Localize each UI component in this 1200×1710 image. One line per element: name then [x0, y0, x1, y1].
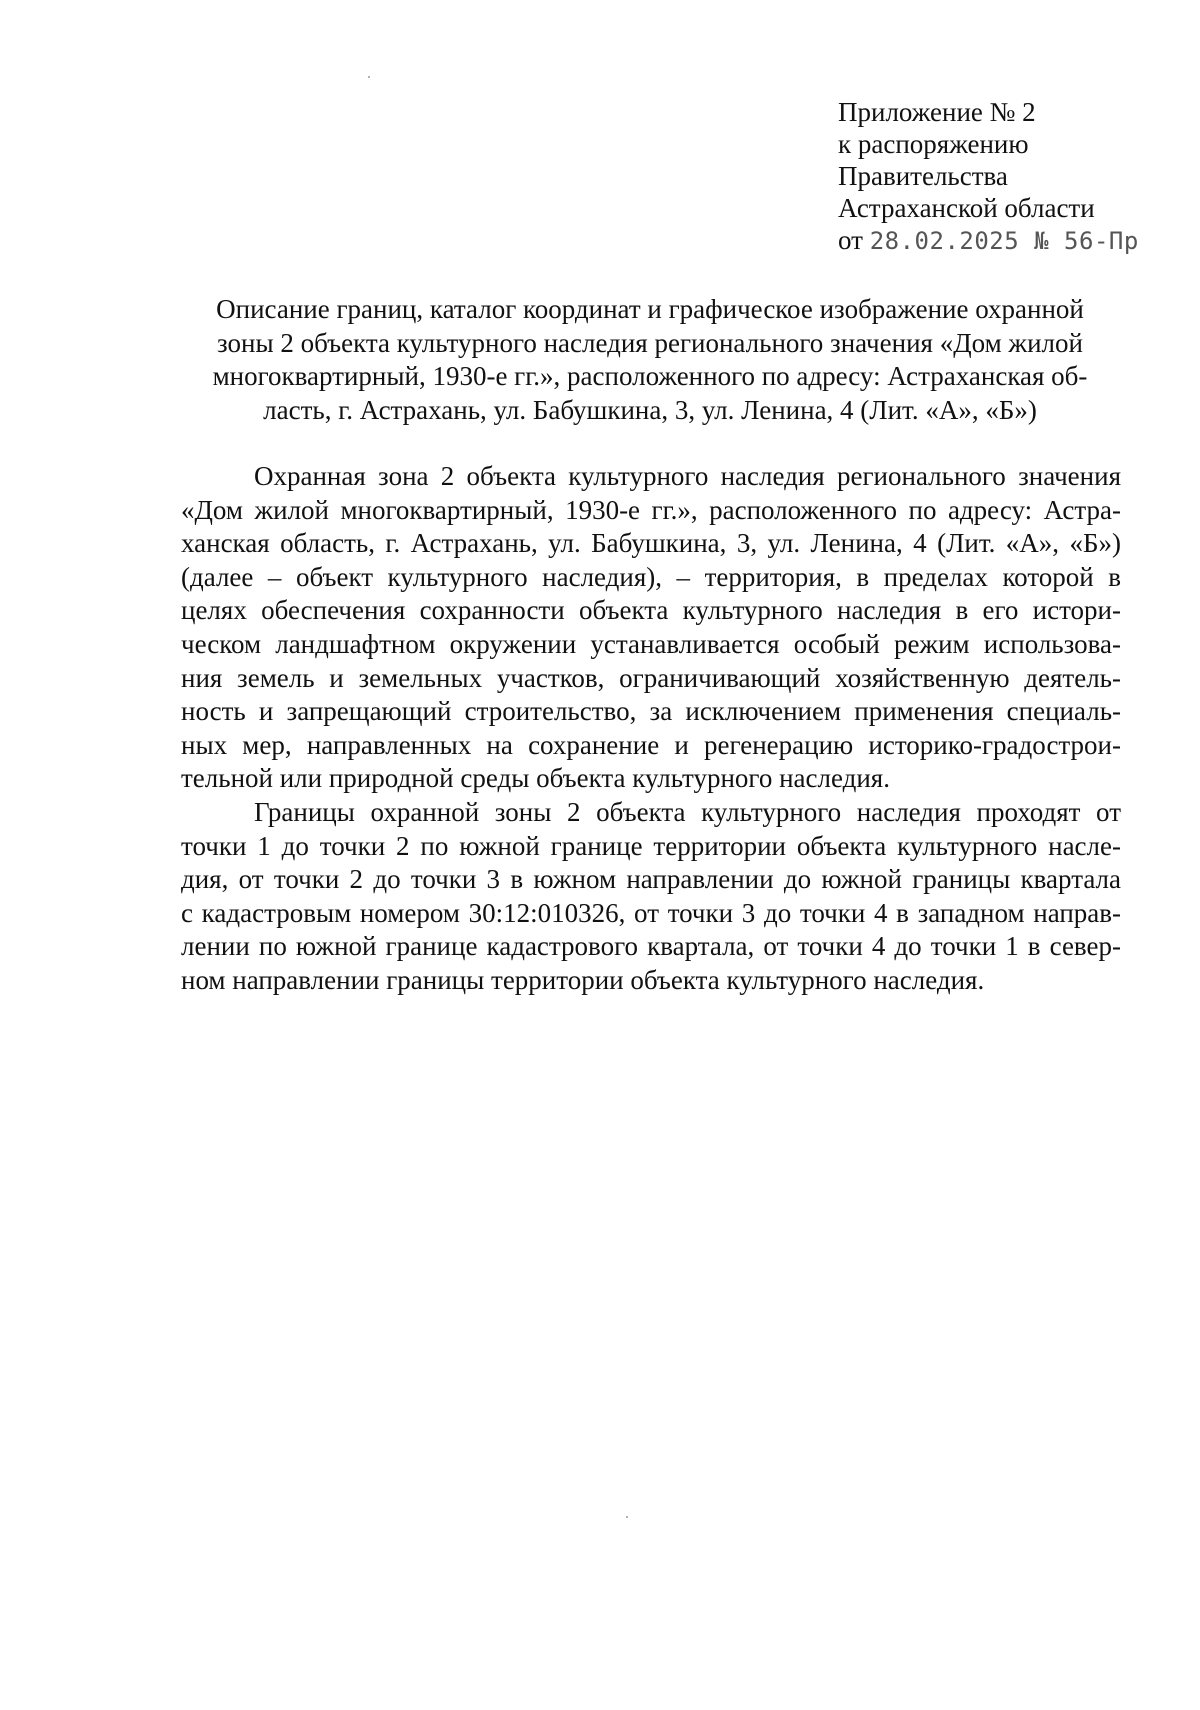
- paragraph-line: ческом ландшафтном окружении устанавливается особый режим использова-: [181, 628, 1121, 659]
- paragraph-line: «Дом жилой многоквартирный, 1930-е гг.», расположенного по адресу: Астра-: [181, 494, 1121, 525]
- document-title: [180, 293, 1120, 427]
- title-line: зоны 2 объекта культурного наследия регионального значения «Дом жилой: [217, 327, 1083, 358]
- document-body: [181, 460, 1121, 998]
- appendix-date-stamp: 28.02.2025 № 56-Пр: [869, 227, 1139, 255]
- paragraph-line: Охранная зона 2 объекта культурного наследия регионального значения: [254, 461, 1121, 491]
- paragraph-line: (далее – объект культурного наследия), – территория, в пределах которой в: [181, 561, 1121, 592]
- paragraph-line: ность и запрещающий строительство, за исключением применения специаль-: [181, 696, 1121, 727]
- appendix-number: Приложение № 2: [838, 97, 1036, 127]
- appendix-date-line: [838, 224, 1139, 257]
- scan-speck: [368, 76, 370, 78]
- paragraph-protected-zone-definition: [181, 460, 1121, 796]
- paragraph-line: дия, от точки 2 до точки 3 в южном направлении до южной границы квартала: [181, 864, 1121, 895]
- paragraph-line: ния земель и земельных участков, ограничивающий хозяйственную деятель-: [181, 662, 1121, 693]
- paragraph-line: Границы охранной зоны 2 объекта культурного наследия проходят от: [254, 796, 1121, 827]
- scan-speck: [626, 1516, 628, 1518]
- appendix-header: [838, 96, 1139, 257]
- paragraph-line: целях обеспечения сохранности объекта культурного наследия в его истори-: [181, 595, 1121, 626]
- paragraph-line: с кадастровым номером 30:12:010326, от точки 3 до точки 4 в западном направ-: [181, 897, 1121, 928]
- paragraph-zone-boundaries: [181, 796, 1121, 998]
- paragraph-line: ханская область, г. Астрахань, ул. Бабушкина, 3, ул. Ленина, 4 (Лит. «А», «Б»): [181, 528, 1121, 559]
- appendix-authority: Правительства: [838, 161, 1008, 191]
- paragraph-line: тельной или природной среды объекта культурного наследия.: [181, 763, 890, 794]
- paragraph-line: ном направлении границы территории объекта культурного наследия.: [181, 964, 985, 995]
- title-line: Описание границ, каталог координат и графическое изображение охранной: [216, 294, 1084, 324]
- title-line: ласть, г. Астрахань, ул. Бабушкина, 3, ул. Ленина, 4 (Лит. «А», «Б»): [263, 394, 1037, 425]
- appendix-region: Астраханской области: [838, 193, 1095, 223]
- appendix-order-ref: к распоряжению: [838, 129, 1029, 159]
- paragraph-line: ных мер, направленных на сохранение и регенерацию историко-градострои-: [181, 729, 1121, 760]
- appendix-date-prefix: от: [838, 225, 863, 255]
- title-line: многоквартирный, 1930-е гг.», расположенного по адресу: Астраханская об-: [212, 361, 1088, 391]
- paragraph-line: лении по южной границе кадастрового квартала, от точки 4 до точки 1 в север-: [181, 931, 1121, 962]
- paragraph-line: точки 1 до точки 2 по южной границе территории объекта культурного насле-: [181, 830, 1121, 861]
